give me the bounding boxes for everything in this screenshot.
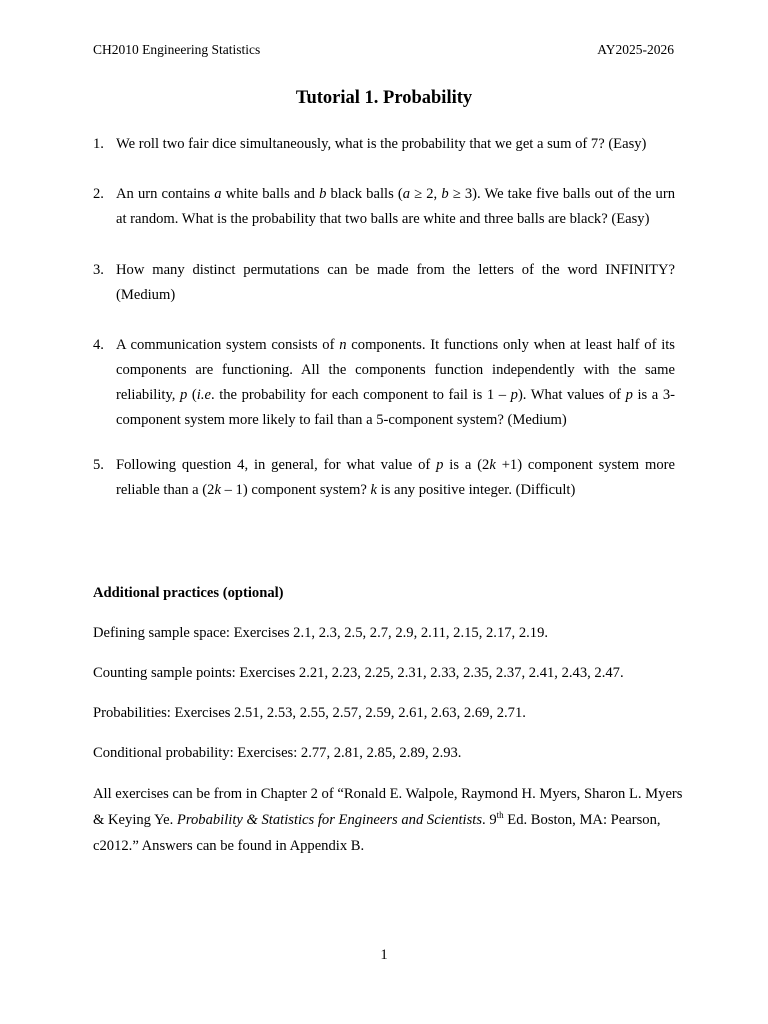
variable-p: p: [625, 387, 633, 403]
question-number: 1.: [93, 136, 104, 152]
question-text: Following question 4, in general, for what value of: [116, 457, 437, 473]
variable-p: p: [436, 457, 444, 473]
question-5: [93, 453, 675, 503]
question-text: An urn contains: [116, 186, 215, 202]
question-number: 2.: [93, 186, 104, 202]
practice-line: Conditional probability: Exercises: 2.77, 2.81, 2.85, 2.89, 2.93.: [93, 745, 462, 761]
question-text: . the probability for each component to fail is 1 –: [210, 387, 511, 403]
practice-line: Counting sample points: Exercises 2.21, 2.23, 2.25, 2.31, 2.33, 2.35, 2.37, 2.41, 2.43, 2.47.: [93, 665, 624, 681]
italic-ie: i.e: [196, 387, 211, 403]
question-text: (: [187, 387, 197, 403]
question-text: We roll two fair dice simultaneously, what is the probability that we get a sum of 7? (Easy): [116, 136, 647, 152]
edition-superscript: th: [496, 810, 504, 821]
practice-line: Defining sample space: Exercises 2.1, 2.3, 2.5, 2.7, 2.9, 2.11, 2.15, 2.17, 2.19.: [93, 625, 549, 641]
question-list: [93, 132, 675, 503]
question-text: white balls and: [221, 186, 320, 202]
question-text: is any positive integer. (Difficult): [377, 482, 576, 498]
question-4: [93, 333, 675, 433]
question-text: is a 3-component system more likely to fail than a 5-component system? (Medium): [116, 387, 675, 428]
reference-text: . 9: [482, 812, 497, 828]
additional-heading: Additional practices (optional): [93, 585, 284, 601]
header-course: CH2010 Engineering Statistics: [93, 42, 261, 57]
variable-n: n: [339, 337, 347, 353]
question-text: – 1) component system?: [220, 482, 371, 498]
question-number: 5.: [93, 457, 104, 473]
page-number: 1: [380, 947, 388, 963]
question-text: black balls (: [326, 186, 403, 202]
question-3: [93, 258, 675, 308]
question-text: A communication system consists of: [116, 337, 340, 353]
variable-p: p: [510, 387, 518, 403]
variable-k: k: [214, 482, 221, 498]
variable-a: a: [214, 186, 222, 202]
variable-b: b: [319, 186, 327, 202]
question-2: [93, 182, 675, 232]
question-number: 3.: [93, 262, 104, 278]
question-text: is a (2: [443, 457, 490, 473]
page-title: Tutorial 1. Probability: [295, 88, 473, 108]
reference-text: All exercises can be from in Chapter 2 of “Ronald E. Walpole, Raymond H. Myers, Sharon L. Myers & Keying Ye.: [93, 786, 683, 828]
variable-b: b: [441, 186, 449, 202]
additional-practices: [93, 582, 683, 859]
question-text: How many distinct permutations can be made from the letters of the word INFINITY? (Medium): [116, 262, 675, 303]
question-text: ≥ 2,: [410, 186, 442, 202]
question-text: components. It functions only when at least half of its components are functioning. All the components function independently with the same reliability,: [116, 337, 675, 403]
question-text: ). What values of: [517, 387, 626, 403]
book-title: Probability & Statistics for Engineers and Scientists: [176, 812, 483, 828]
question-text: ≥ 3). We take five balls out of the urn at random. What is the probability that two balls are white and three balls are black? (Easy): [116, 186, 675, 227]
variable-k: k: [370, 482, 377, 498]
practice-line: Probabilities: Exercises 2.51, 2.53, 2.55, 2.57, 2.59, 2.61, 2.63, 2.69, 2.71.: [93, 705, 526, 721]
question-number: 4.: [93, 337, 104, 353]
reference-text: Ed. Boston, MA: Pearson, c2012.” Answers can be found in Appendix B.: [93, 812, 661, 854]
question-text: +1) component system more reliable than a (2: [116, 457, 675, 498]
question-1: [93, 132, 675, 157]
reference-paragraph: [93, 781, 683, 859]
variable-k: k: [489, 457, 496, 473]
header-year: AY2025-2026: [597, 42, 674, 57]
variable-p: p: [180, 387, 188, 403]
variable-a: a: [402, 186, 411, 202]
